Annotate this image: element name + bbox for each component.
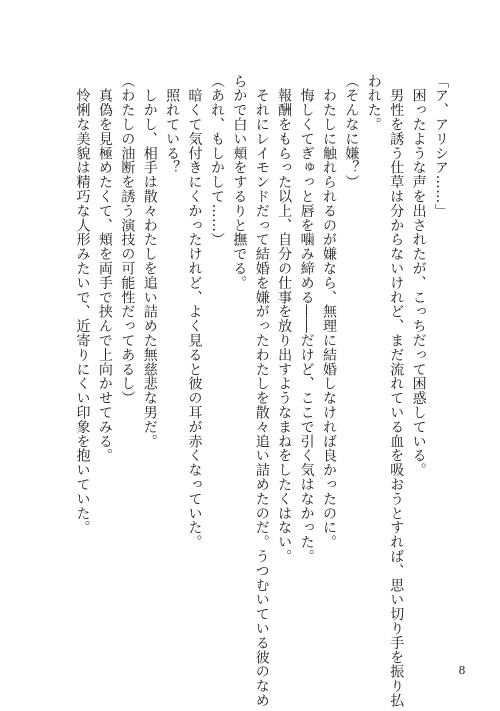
text-line: （わたしの油断を誘う演技の可能性だってあるし） [119, 74, 136, 406]
text-line: （そんなに嫌？） [343, 74, 360, 190]
text-line: 照れている？ [164, 74, 181, 175]
text-line: 男性を誘う仕草は分からないけれど、まだ流れている血を吸おうとすれば、思い切り手を振り払 [388, 74, 405, 708]
text-line: わたしに触れられるのが嫌なら、無理に結婚しなければ良かったのに。 [320, 74, 337, 550]
text-line: 困ったような声を出されたが、こっちだって困惑している。 [410, 74, 427, 478]
page-number: 8 [458, 664, 466, 677]
text-line: 真偽を見極めたくて、頬を両手で挟んで上向かせてみる。 [96, 74, 113, 463]
text-line: らかで白い頬をするりと撫でる。 [231, 74, 248, 290]
text-line: それにレイモンドだって結婚を嫌がったわたしを散々追い詰めたのだ。うつむいている彼のなめ [253, 74, 270, 708]
vertical-text-body [71, 74, 452, 708]
text-line: 暗くて気付きにくかったけれど、よく見ると彼の耳が赤くなっていた。 [186, 74, 203, 550]
text-line: 悔しくてぎゅっと唇を噛み締める――だけど、ここで引く気はなかった。 [298, 74, 315, 564]
text-line: 「ア、アリシア……」 [433, 74, 449, 218]
text-line: （あれ、もしかして……） [208, 74, 225, 247]
text-line: 怜悧な美貌は精巧な人形みたいで、近寄りにくい印象を抱いていた。 [74, 74, 91, 535]
text-line: 報酬をもらった以上、自分の仕事を放り出すようなまねをしたくはない。 [276, 74, 293, 564]
text-line: しかし、相手は散々わたしを追い詰めた無慈悲な男だ。 [141, 74, 158, 449]
text-line: われた。 [365, 74, 382, 132]
